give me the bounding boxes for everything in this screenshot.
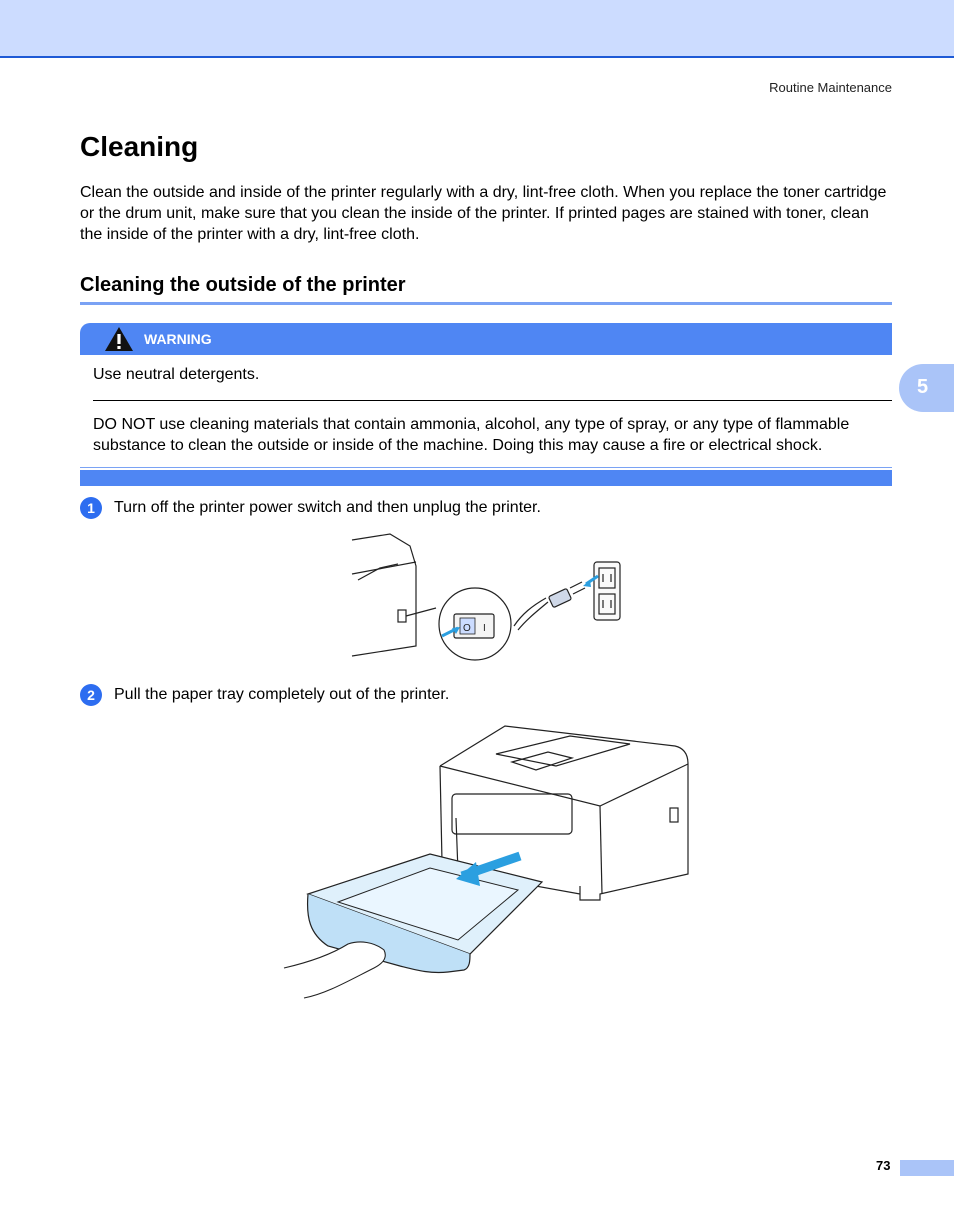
- warning-item: DO NOT use cleaning materials that contain ammonia, alcohol, any type of spray, or any type of flammable substance to clean the outside or inside of the machine. Doing this may cause a fire or electrical shock.: [93, 416, 850, 454]
- section-rule: [80, 302, 892, 305]
- warning-bar: [80, 323, 892, 355]
- chapter-tab: [899, 364, 954, 412]
- warning-icon: [104, 326, 134, 352]
- paper-tray-illustration: [280, 722, 690, 1004]
- step-marker-2: 2: [80, 684, 102, 706]
- page-number: 73: [876, 1158, 891, 1173]
- warning-label: WARNING: [144, 331, 212, 347]
- step-marker-1: 1: [80, 497, 102, 519]
- footer-tab: [900, 1160, 954, 1176]
- warning-divider: [93, 400, 892, 401]
- warning-bottom-line: [80, 467, 892, 468]
- page-title: Cleaning: [80, 131, 199, 162]
- warning-bottom-bar: [80, 470, 892, 486]
- power-switch-illustration: [350, 532, 625, 662]
- intro-paragraph: Clean the outside and inside of the printer regularly with a dry, lint-free cloth. When you replace the toner cartridge or the drum unit, make sure that you clean the inside of the printer. If printed pages are stained with toner, clean the inside of the printer with a dry, lint-free cloth.: [80, 184, 887, 243]
- section-title: Cleaning the outside of the printer: [80, 274, 406, 296]
- step-text-1: Turn off the printer power switch and then unplug the printer.: [114, 499, 541, 516]
- top-band: [0, 0, 954, 58]
- running-header: Routine Maintenance: [769, 80, 892, 95]
- chapter-number: 5: [917, 376, 929, 398]
- switch-on-symbol: I: [483, 623, 486, 634]
- step-text-2: Pull the paper tray completely out of the printer.: [114, 686, 450, 703]
- warning-item: Use neutral detergents.: [93, 366, 260, 383]
- switch-off-symbol: O: [463, 623, 471, 634]
